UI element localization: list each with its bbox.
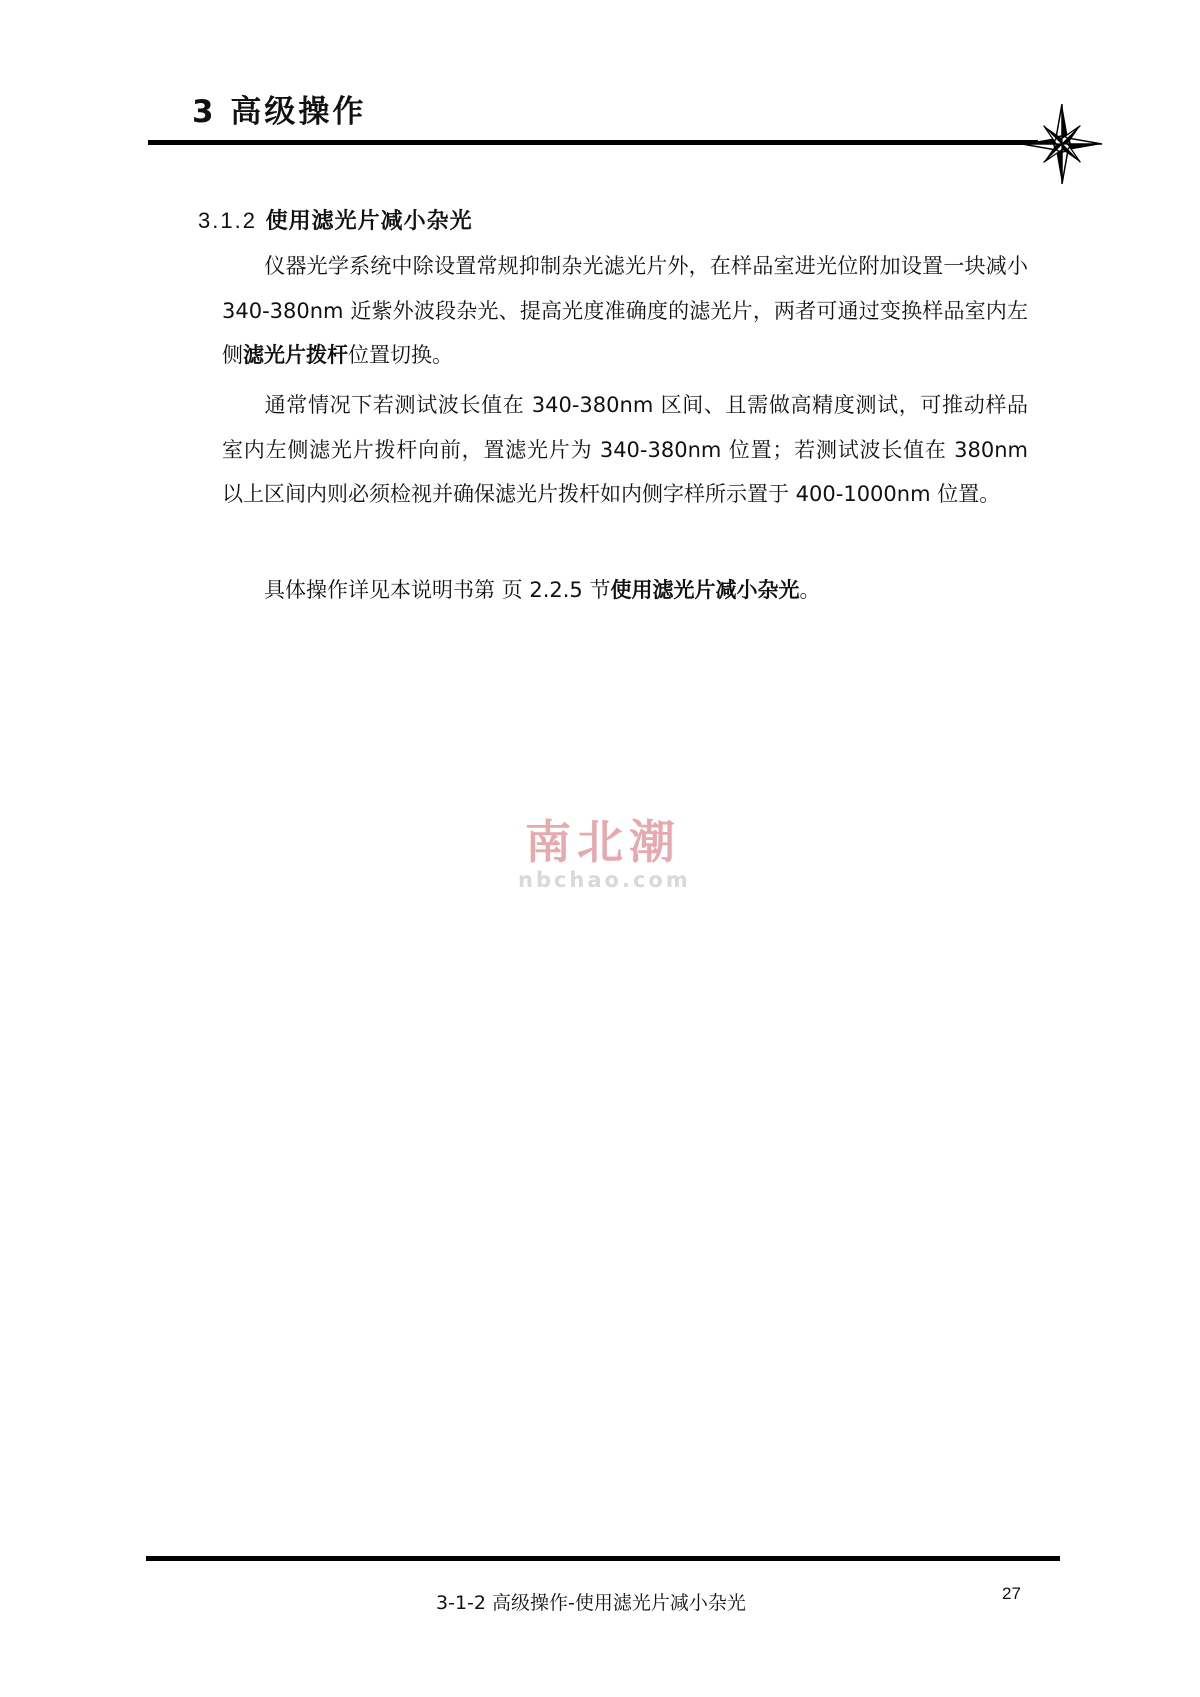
paragraph-reference-text: 具体操作详见本说明书第 页 2.2.5 节 <box>264 578 611 602</box>
chapter-title: 3 高级操作 <box>192 94 367 130</box>
watermark-cn: 南北潮 <box>525 815 681 869</box>
paragraph-usage-text: 通常情况下若测试波长值在 340-380nm 区间、且需做高精度测试，可推动样品室内左侧滤光片拨杆向前，置滤光片为 340-380nm 位置；若测试波长值在 380nm 以上区间内则必须检视并确保滤光片拨杆如内侧字样所示置于 400-1000nm 位置。 <box>222 393 1028 506</box>
watermark <box>518 815 691 892</box>
paragraph-intro-tail: 位置切换。 <box>348 343 453 367</box>
paragraph-reference <box>222 568 1028 613</box>
page-number: 27 <box>1002 1584 1021 1603</box>
filter-lever-term: 滤光片拨杆 <box>243 343 348 367</box>
paragraph-reference-tail: 。 <box>799 578 821 602</box>
footer-text: 3-1-2 高级操作-使用滤光片减小杂光 <box>436 1592 746 1614</box>
paragraph-usage <box>222 383 1028 517</box>
watermark-url: nbchao.com <box>518 868 691 892</box>
footer-rule <box>146 1556 1060 1561</box>
compass-star-icon <box>1022 104 1102 184</box>
section-number: 3.1.2 <box>198 208 257 233</box>
section-title <box>198 204 473 235</box>
paragraph-intro-text: 仪器光学系统中除设置常规抑制杂光滤光片外，在样品室进光位附加设置一块减小 340-380nm 近紫外波段杂光、提高光度准确度的滤光片，两者可通过变换样品室内左侧 <box>222 254 1028 367</box>
header-rule <box>148 140 1038 145</box>
section-title-text: 使用滤光片减小杂光 <box>265 209 473 234</box>
paragraph-intro <box>222 244 1028 378</box>
reference-link-term: 使用滤光片减小杂光 <box>610 578 800 602</box>
